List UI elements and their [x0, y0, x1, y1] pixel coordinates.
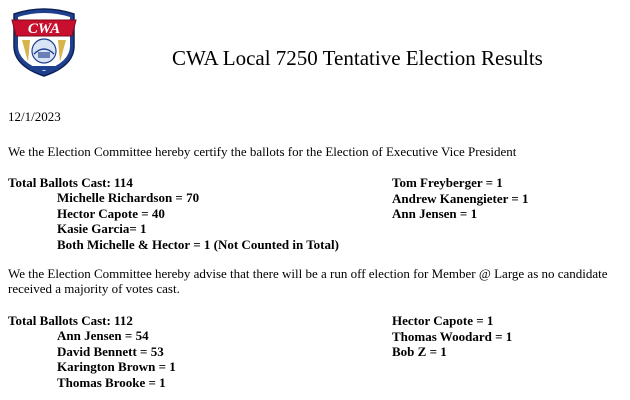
candidate-result: David Bennett = 53 — [57, 343, 164, 359]
section2-intro: We the Election Committee hereby advise that there will be a run off election for Member @ Large as no candidate received a majority of votes cast. — [8, 266, 608, 296]
section1-right-column — [392, 175, 529, 222]
candidate-result: Andrew Kanengieter = 1 — [392, 190, 529, 206]
cwa-logo-icon — [8, 6, 80, 78]
section2-right-column — [392, 313, 512, 360]
candidate-result: Hector Capote = 40 — [57, 205, 165, 221]
section2-results — [8, 313, 626, 390]
results-date: 12/1/2023 — [8, 109, 61, 124]
candidate-result: Ann Jensen = 1 — [392, 206, 478, 221]
logo-text: CWA — [27, 21, 61, 37]
candidate-result: Tom Freyberger = 1 — [392, 175, 503, 190]
candidate-result: Thomas Brooke = 1 — [57, 374, 166, 390]
candidate-result: Ann Jensen = 54 — [57, 328, 149, 343]
candidate-result: Thomas Woodard = 1 — [392, 328, 513, 344]
section1-intro: We the Election Committee hereby certify the ballots for the Election of Executive Vice President — [8, 144, 517, 159]
section2-left-column — [57, 328, 176, 390]
page-title: CWA Local 7250 Tentative Election Results — [172, 46, 543, 70]
candidate-result: Bob Z = 1 — [392, 344, 447, 359]
section1-results — [8, 175, 626, 252]
candidate-result: Kasie Garcia= 1 — [57, 221, 147, 236]
candidate-result: Michelle Richardson = 70 — [57, 190, 200, 205]
candidate-result: Karington Brown = 1 — [57, 359, 176, 374]
candidate-result: Both Michelle & Hector = 1 (Not Counted in Total) — [57, 236, 339, 252]
section1-left-column — [57, 190, 339, 252]
section2-total-ballots: Total Ballots Cast: 112 — [8, 313, 133, 328]
section1-total-ballots: Total Ballots Cast: 114 — [8, 175, 133, 190]
candidate-result: Hector Capote = 1 — [392, 313, 494, 328]
